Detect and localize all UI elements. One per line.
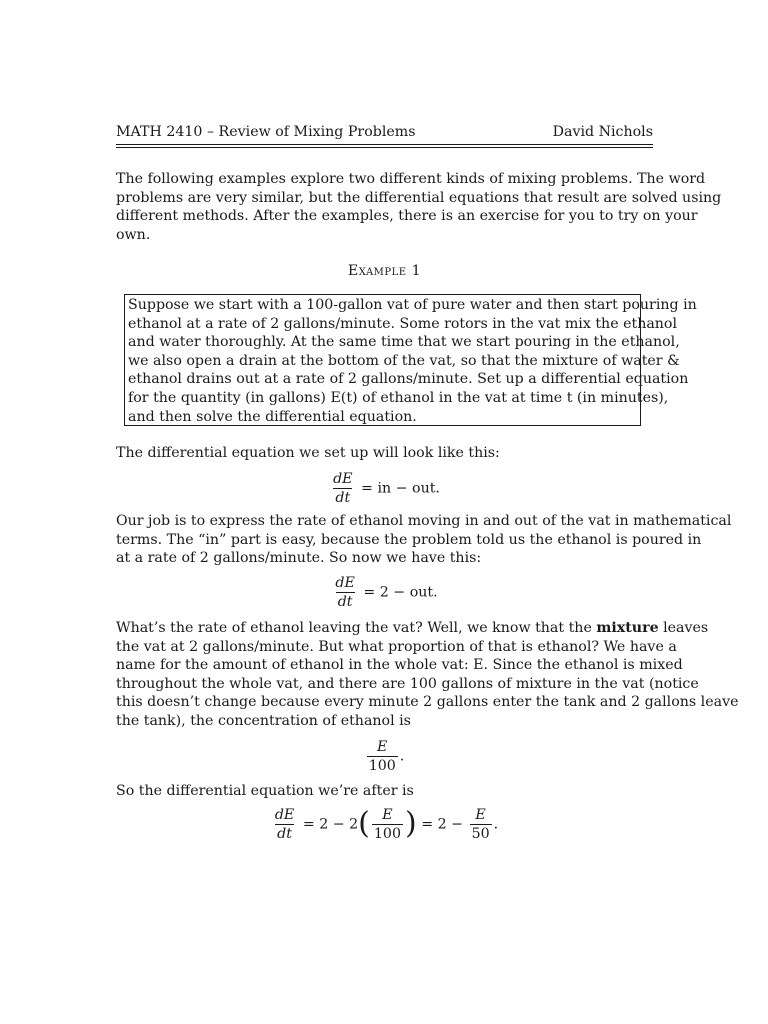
problem-statement-box [124,294,697,426]
equation-final [116,806,653,843]
paragraph-in-part [116,512,732,568]
fraction-E-100 [372,806,403,843]
right-paren: ) [404,806,417,842]
intro-paragraph [116,170,722,244]
equation-2 [116,574,653,611]
fraction-dE-dt [333,574,356,611]
fraction-denominator: dt [277,826,292,842]
text-line: different methods. After the examples, there is an exercise for you to try on your [116,208,698,225]
fraction-denominator: dt [335,490,351,506]
text-line: terms. The “in” part is easy, because the problem told us the ethanol is poured in [116,531,702,548]
equation-punctuation: . [399,748,405,765]
text-line: Our job is to express the rate of ethanol moving in and out of the vat in mathematical [116,513,732,529]
course-title: MATH 2410 – Review of Mixing Problems [116,124,416,140]
text-span: What’s the rate of ethanol leaving the vat? Well, we know that the [116,620,597,636]
text-line: at a rate of 2 gallons/minute. So now we have this: [116,550,482,567]
fraction-numerator: E [377,739,388,755]
equation-punctuation: . [493,816,499,833]
left-paren: ( [358,806,370,842]
paragraph-out-part [116,619,739,731]
equation-concentration [116,738,653,775]
author-name: David Nichols [552,124,653,140]
text-line: Suppose we start with a 100-gallon vat of pure water and then start pouring in [128,297,697,313]
text-line: The differential equation we set up will look like this: [116,445,500,461]
text-line: ethanol drains out at a rate of 2 gallons/minute. Set up a differential equation [128,371,689,388]
text-line: this doesn’t change because every minute 2 gallons enter the tank and 2 gallons leave [116,694,739,711]
equation-middle: = 2 − [421,816,464,833]
text-line: The following examples explore two different kinds of mixing problems. The word [116,171,706,187]
text-line: we also open a drain at the bottom of the vat, so that the mixture of water & [128,352,680,369]
equation-1 [116,470,653,507]
fraction-dE-dt [331,470,354,507]
equation-rhs: = in − out. [361,480,440,497]
header-rule-bottom [116,147,653,148]
text-line: and then solve the differential equation. [128,408,417,425]
equation-middle: = 2 − 2 [302,816,359,833]
fraction-E-50 [470,806,492,843]
paragraph-setup [116,444,653,463]
text-line: own. [116,226,151,243]
text-line [116,619,709,638]
fraction-denominator: dt [337,594,353,610]
fraction-dE-dt [273,806,296,843]
fraction-numerator: dE [274,807,295,823]
bold-term-mixture: mixture [596,620,659,636]
fraction-numerator: E [382,807,393,823]
text-line: name for the amount of ethanol in the whole vat: E. Since the ethanol is mixed [116,657,683,674]
fraction-E-100 [367,738,398,775]
fraction-denominator: 100 [373,826,401,842]
example-heading: Example 1 [347,263,422,279]
equation-rhs: = 2 − out. [363,584,438,601]
text-line: the vat at 2 gallons/minute. But what proportion of that is ethanol? We have a [116,638,677,655]
text-line: the tank), the concentration of ethanol is [116,712,411,729]
text-line: for the quantity (in gallons) E(t) of ethanol in the vat at time t (in minutes), [128,389,669,406]
running-header [116,123,653,143]
text-line: problems are very similar, but the differential equations that result are solved using [116,189,722,206]
text-line: So the differential equation we’re after is [116,783,414,799]
text-span: leaves [658,620,709,636]
fraction-denominator: 50 [471,826,490,842]
text-line: throughout the whole vat, and there are 100 gallons of mixture in the vat (notice [116,675,699,692]
text-line: ethanol at a rate of 2 gallons/minute. Some rotors in the vat mix the ethanol [128,315,678,332]
fraction-denominator: 100 [368,758,396,774]
header-rule-top [116,144,653,145]
text-line: and water thoroughly. At the same time that we start pouring in the ethanol, [128,334,680,351]
fraction-numerator: dE [333,471,353,487]
paragraph-result [116,782,653,801]
fraction-numerator: dE [335,575,355,591]
fraction-numerator: E [475,807,486,823]
